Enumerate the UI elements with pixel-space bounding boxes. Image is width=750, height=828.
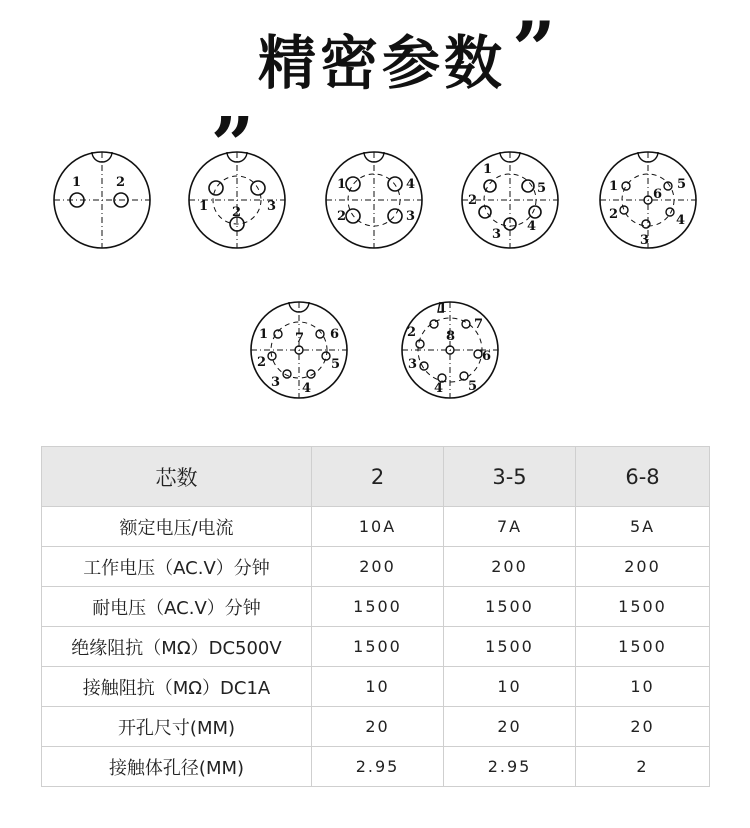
pin-label: 4 <box>434 381 444 396</box>
spec-table <box>41 446 710 787</box>
diagram-7-pin <box>247 298 351 402</box>
pin-label: 8 <box>446 329 456 344</box>
table-cell: 200 <box>312 547 444 587</box>
pin-label: 6 <box>653 187 663 202</box>
pin-label: 5 <box>468 379 478 394</box>
pin-label: 1 <box>199 199 209 214</box>
table-cell: 10A <box>312 507 444 547</box>
table-cell: 1500 <box>444 587 576 627</box>
diagram-6-pin <box>596 148 700 252</box>
header-cell: 3-5 <box>444 447 576 507</box>
table-row <box>42 547 710 587</box>
pin-label: 1 <box>337 177 347 192</box>
pin-label: 2 <box>407 325 417 340</box>
table-row <box>42 707 710 747</box>
row-label: 接触阻抗（MΩ）DC1A <box>42 667 312 707</box>
closing-quote: ” <box>512 5 556 94</box>
page-header <box>0 5 750 146</box>
pin-label: 5 <box>537 181 547 196</box>
diagram-5-pin <box>458 148 562 252</box>
pin-label: 2 <box>257 355 267 370</box>
table-cell: 200 <box>576 547 710 587</box>
table-cell: 1500 <box>576 587 710 627</box>
pin-label: 2 <box>116 175 126 190</box>
table-cell: 20 <box>444 707 576 747</box>
table-row <box>42 747 710 787</box>
row-label: 额定电压/电流 <box>42 507 312 547</box>
pin-label: 2 <box>609 207 619 222</box>
opening-quote: „ <box>212 57 256 146</box>
pin-label: 3 <box>271 375 281 390</box>
pin-label: 4 <box>302 381 312 396</box>
pin-label: 7 <box>474 317 484 332</box>
table-cell: 20 <box>312 707 444 747</box>
pin-label: 5 <box>331 357 341 372</box>
table-cell: 2 <box>576 747 710 787</box>
table-header-row <box>42 447 710 507</box>
table-cell: 1500 <box>444 627 576 667</box>
pin-label: 1 <box>609 179 619 194</box>
table-cell: 2.95 <box>312 747 444 787</box>
table-cell: 5A <box>576 507 710 547</box>
table-cell: 200 <box>444 547 576 587</box>
table-cell: 2.95 <box>444 747 576 787</box>
pin-label: 3 <box>408 357 418 372</box>
row-label: 接触体孔径(MM) <box>42 747 312 787</box>
pin-label: 3 <box>406 209 416 224</box>
table-row <box>42 667 710 707</box>
table-cell: 1500 <box>576 627 710 667</box>
pin-label: 7 <box>295 331 305 346</box>
diagram-2-pin <box>50 148 154 252</box>
pin-label: 5 <box>677 177 687 192</box>
pin-label: 2 <box>337 209 347 224</box>
pin-label: 1 <box>259 327 269 342</box>
diagram-8-pin <box>398 298 502 402</box>
table-cell: 7A <box>444 507 576 547</box>
row-label: 耐电压（AC.V）分钟 <box>42 587 312 627</box>
table-row <box>42 507 710 547</box>
row-label: 开孔尺寸(MM) <box>42 707 312 747</box>
pin-layout-diagrams <box>0 138 750 418</box>
row-label: 绝缘阻抗（MΩ）DC500V <box>42 627 312 667</box>
pin-label: 6 <box>482 349 492 364</box>
pin-label: 6 <box>330 327 340 342</box>
pin-label: 1 <box>438 301 448 316</box>
page-title: 精密参数 <box>258 29 507 97</box>
pin-label: 2 <box>232 205 242 220</box>
pin-label: 2 <box>468 193 478 208</box>
pin-label: 3 <box>640 233 650 248</box>
diagram-3-pin <box>185 148 289 252</box>
table-cell: 20 <box>576 707 710 747</box>
header-cell: 2 <box>312 447 444 507</box>
table-cell: 1500 <box>312 587 444 627</box>
pin-label: 4 <box>406 177 416 192</box>
pin-label: 4 <box>527 219 537 234</box>
table-row <box>42 587 710 627</box>
diagram-4-pin <box>322 148 426 252</box>
pin-label: 3 <box>267 199 277 214</box>
header-cell-pin-count: 芯数 <box>42 447 312 507</box>
table-cell: 10 <box>444 667 576 707</box>
table-cell: 10 <box>312 667 444 707</box>
header-cell: 6-8 <box>576 447 710 507</box>
table-cell: 10 <box>576 667 710 707</box>
table-cell: 1500 <box>312 627 444 667</box>
table-row <box>42 627 710 667</box>
pin-label: 1 <box>483 162 493 177</box>
row-label: 工作电压（AC.V）分钟 <box>42 547 312 587</box>
pin-label: 4 <box>676 213 686 228</box>
pin-label: 3 <box>492 227 502 242</box>
pin-label: 1 <box>72 175 82 190</box>
